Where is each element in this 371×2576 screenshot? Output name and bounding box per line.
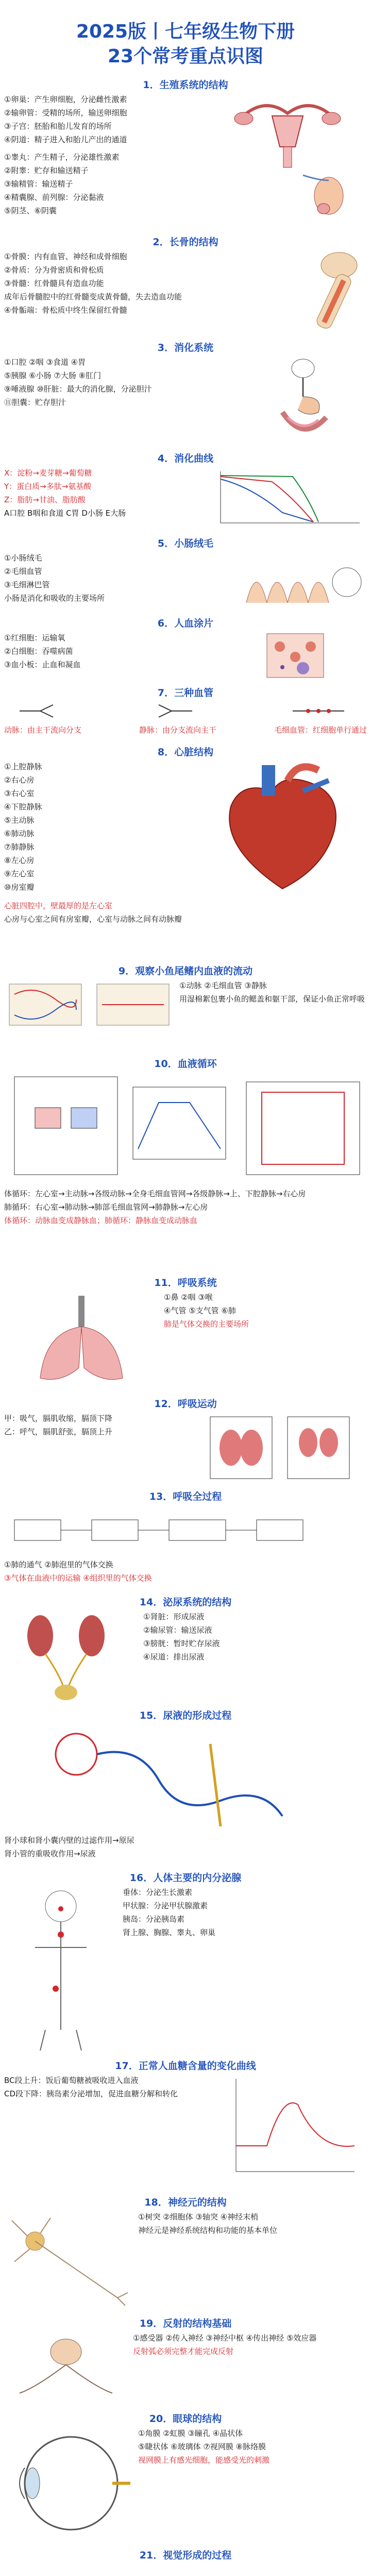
list-item: 肺循环：右心室→肺动脉→肺部毛细血管网→肺静脉→左心房 (4, 1202, 208, 1212)
list-item: ②毛细血管 (4, 567, 42, 576)
long-bone-figure (262, 250, 365, 335)
section-breathing-movement (4, 1396, 367, 1486)
section-vessels (4, 685, 367, 742)
list-item: 肾小管的重吸收作用→尿液 (4, 1849, 96, 1858)
list-item: 乙：呼气，膈肌舒张，膈顶上升 (4, 1427, 113, 1436)
list-item: ⑤胰腺 ⑥小肠 ⑦大肠 ⑧肛门 (4, 371, 102, 380)
label: 毛细血管：红细胞单行通过 (274, 725, 367, 735)
breathing-list (4, 1412, 200, 1438)
bone-list (4, 250, 262, 317)
breathing-figure (200, 1412, 360, 1484)
section-title: 6．人血涂片 (157, 618, 214, 629)
list-item: ④阴道：精子进入和胎儿产出的通道 (4, 135, 127, 144)
section-title: 2．长骨的结构 (153, 236, 218, 248)
section-title: 16．人体主要的内分泌腺 (129, 1872, 242, 1884)
list-item: ③气体在血液中的运输 ④组织里的气体交换 (4, 1573, 152, 1583)
list-item: 甲状腺：分泌甲状腺激素 (123, 1901, 208, 1910)
section-title: 11．呼吸系统 (154, 1277, 217, 1289)
list-item: ③子宫：胚胎和胎儿发育的场所 (4, 122, 112, 131)
list-item: ②输卵管：受精的场所，输送卵细胞 (4, 108, 127, 117)
section-title: 15．尿液的形成过程 (139, 1710, 232, 1721)
list-item: 肺是气体交换的主要场所 (164, 1319, 249, 1329)
respiratory-list (159, 1291, 360, 1331)
section-respiratory (4, 1275, 367, 1394)
eye-figure (4, 2427, 133, 2540)
section-villi (4, 536, 367, 613)
section-vision (4, 2548, 367, 2576)
list-item: ③右心室 (4, 789, 35, 798)
list-item: ①动脉 ②毛细血管 ③静脉 (179, 981, 267, 990)
urinary-list (138, 1610, 360, 1664)
list-item: ②输尿管：输送尿液 (143, 1625, 212, 1635)
vessels-figure (4, 701, 367, 721)
vessel-labels (4, 723, 367, 737)
list-item: ④气管 ⑤支气管 ⑥肺 (164, 1306, 236, 1315)
blood-list (4, 631, 236, 671)
list-item: ①骨膜：内有血管、神经和成骨细胞 (4, 252, 127, 261)
list-item: 小肠是消化和吸收的主要场所 (4, 594, 105, 603)
list-item: ①卵巢：产生卵细胞，分泌雌性激素 (4, 95, 127, 104)
digestive-list (4, 355, 236, 409)
digestive-figure (236, 355, 365, 446)
list-item: ⑧左心房 (4, 856, 35, 865)
list-item: ④下腔静脉 (4, 802, 42, 811)
fish-tail-figure (4, 979, 174, 1030)
list-item: ⑤主动脉 (4, 816, 35, 825)
heart-list (4, 760, 200, 894)
villi-list (4, 551, 236, 605)
list-item: ①上腔静脉 (4, 762, 42, 771)
list-item: 用湿棉絮包裹小鱼的鳃盖和躯干部，保证小鱼正常呼吸 (179, 994, 365, 1004)
digestion-curve-figure (210, 466, 365, 531)
section-title: 20．眼球的结构 (149, 2413, 222, 2425)
list-item: ⑥肺动脉 (4, 829, 35, 838)
page-title: 2025版丨七年级生物下册 (76, 21, 295, 42)
section-eye (4, 2411, 367, 2545)
curve-list (4, 466, 210, 520)
section-heart (4, 744, 367, 961)
list-item: ④精囊腺、前列腺：分泌黏液 (4, 193, 104, 202)
section-urinary (4, 1595, 367, 1705)
list-item: 胰岛：分泌胰岛素 (123, 1914, 185, 1924)
list-item: ⑨左心室 (4, 869, 35, 878)
section-digestion-curve (4, 451, 367, 533)
section-breathing-process (4, 1489, 367, 1592)
list-item: ③骨髓：红骨髓具有造血功能 (4, 279, 104, 288)
page-subtitle: 23个常考重点识图 (107, 46, 264, 67)
list-item: ①树突 ②细胞体 ③轴突 ④神经末梢 (138, 2212, 259, 2222)
section-digestive (4, 340, 367, 448)
list-item: 反射弧必须完整才能完成反射 (133, 2347, 234, 2356)
list-item: ③输精管：输送精子 (4, 179, 73, 189)
respiratory-figure (4, 1291, 159, 1388)
urinary-figure (4, 1610, 138, 1703)
endocrine-figure (4, 1886, 117, 2050)
section-title: 9．观察小鱼尾鳍内血液的流动 (118, 965, 253, 977)
section-title: 7．三种血管 (157, 687, 214, 699)
list-item: ⑤阴茎、⑥阴囊 (4, 206, 57, 215)
list-item: ①口腔 ②咽 ③食道 ④胃 (4, 358, 86, 367)
section-title: 1．生殖系统的结构 (143, 79, 228, 91)
list-item: ①鼻 ②咽 ③喉 (164, 1293, 213, 1302)
section-title: 19．反射的结构基础 (139, 2318, 232, 2329)
section-reflex-arc (4, 2316, 367, 2409)
villi-figure (236, 551, 365, 611)
list-item: ①小肠绒毛 (4, 553, 42, 563)
list-item: ⑪胆囊：贮存胆汁 (4, 398, 66, 407)
list-item: 体循环：左心室→主动脉→各级动脉→全身毛细血管网→各级静脉→上、下腔静脉→右心房 (4, 1189, 306, 1198)
list-item: ①睾丸：产生精子，分泌雄性激素 (4, 152, 120, 162)
label: 动脉：由主干流向分支 (4, 725, 82, 735)
section-title: 13．呼吸全过程 (149, 1491, 222, 1502)
section-title: 10．血液循环 (154, 1058, 217, 1070)
blood-sugar-figure (226, 2074, 360, 2182)
section-title: 21．视觉形成的过程 (139, 2550, 232, 2561)
section-fish-tail (4, 963, 367, 1054)
list-item: ①肺的通气 ②肺泡里的气体交换 (4, 1560, 113, 1569)
nephron-figure (4, 1723, 367, 1832)
list-item: 垂体：分泌生长激素 (123, 1888, 193, 1897)
endocrine-list (117, 1886, 360, 1939)
list-item: ③毛细淋巴管 (4, 580, 50, 589)
reproductive-figure (226, 93, 365, 227)
list-item: 甲：吸气，膈肌收缩，膈顶下降 (4, 1414, 113, 1423)
list-item: ③膀胱：暂时贮存尿液 (143, 1639, 220, 1648)
section-neuron (4, 2195, 367, 2313)
urine-formation-list (4, 1834, 367, 1860)
section-circulation (4, 1056, 367, 1273)
list-item: Y：蛋白质→多肽→氨基酸 (4, 482, 92, 491)
list-item: ⑤睫状体 ⑥玻璃体 ⑦视网膜 ⑧脉络膜 (138, 2442, 266, 2451)
list-item: ②附睾：贮存和输送精子 (4, 166, 89, 175)
list-item: ⑩房室瓣 (4, 883, 35, 892)
section-title: 17．正常人血糖含量的变化曲线 (115, 2060, 256, 2072)
heart-figure (200, 760, 365, 899)
list-item: ①肾脏：形成尿液 (143, 1612, 205, 1621)
list-item: 肾小球和肾小囊内壁的过滤作用→原尿 (4, 1836, 134, 1845)
list-item: X：淀粉→麦芽糖→葡萄糖 (4, 468, 92, 478)
reflex-arc-figure (4, 2331, 128, 2403)
list-item: 神经元是神经系统结构和功能的基本单位 (138, 2226, 278, 2235)
section-title: 5．小肠绒毛 (157, 538, 214, 549)
heart-notes (4, 899, 367, 926)
list-item: 肾上腺、胸腺、睾丸、卵巢 (123, 1928, 216, 1937)
list-item: ②右心房 (4, 775, 35, 785)
female-list (4, 93, 226, 217)
section-long-bone (4, 234, 367, 337)
section-urine-formation (4, 1708, 367, 1868)
list-item: Z：脂肪→甘油、脂肪酸 (4, 495, 86, 504)
section-title: 4．消化曲线 (157, 453, 214, 464)
list-item: A口腔 B咽和食道 C胃 D小肠 E大肠 (4, 509, 126, 518)
list-item: CD段下降：胰岛素分泌增加，促进血糖分解和转化 (4, 2089, 178, 2098)
section-blood-smear (4, 616, 367, 683)
note: 心房与心室之间有房室瓣，心室与动脉之间有动脉瓣 (4, 914, 182, 924)
list-item: ④尿道：排出尿液 (143, 1652, 205, 1662)
header (4, 0, 367, 77)
section-title: 12．呼吸运动 (154, 1398, 217, 1410)
circulation-list (4, 1187, 367, 1227)
list-item: ③血小板：止血和凝血 (4, 660, 81, 669)
section-reproductive (4, 77, 367, 232)
neuron-figure (4, 2210, 133, 2308)
list-item: ①角膜 ②虹膜 ③瞳孔 ④晶状体 (138, 2429, 243, 2438)
section-title: 3．消化系统 (157, 342, 214, 353)
list-item: 视网膜上有感光细胞，能感受光的刺激 (138, 2455, 270, 2465)
list-item: ⑨唾液腺 ⑩肝脏：最大的消化腺，分泌胆汁 (4, 384, 152, 394)
list-item: ⑦肺静脉 (4, 842, 35, 852)
section-title: 8．心脏结构 (157, 747, 214, 758)
label: 静脉：由分支流向主干 (139, 725, 216, 735)
list-item: ④骨骺端：骨松质中终生保留红骨髓 (4, 306, 127, 315)
section-endocrine (4, 1870, 367, 2056)
fish-tail-list (174, 979, 365, 1006)
section-title: 14．泌尿系统的结构 (139, 1597, 232, 1608)
section-blood-sugar (4, 2058, 367, 2192)
breathing-process-figure (4, 1504, 367, 1556)
neuron-list (133, 2210, 360, 2237)
list-item: ①红细胞：运输氧 (4, 633, 65, 642)
note: 心脏四腔中，壁最厚的是左心室 (4, 901, 113, 910)
list-item: 体循环：动脉血变成静脉血；肺循环：静脉血变成动脉血 (4, 1216, 198, 1225)
list-item: ②骨质：分为骨密质和骨松质 (4, 265, 104, 275)
section-title: 18．神经元的结构 (144, 2197, 227, 2208)
reflex-arc-list (128, 2331, 365, 2358)
list-item: BC段上升：饭后葡萄糖被吸收进入血液 (4, 2076, 139, 2085)
eye-list (133, 2427, 365, 2467)
blood-smear-figure (236, 631, 365, 680)
list-item: ②白细胞：吞噬病菌 (4, 647, 73, 656)
list-item: ①感受器 ②传入神经 ③神经中枢 ④传出神经 ⑤效应器 (133, 2333, 317, 2343)
breathing-process-list (4, 1558, 367, 1585)
circulation-figure (4, 1072, 367, 1185)
vision-figure (4, 2563, 367, 2576)
list-item: 成年后骨髓腔中的红骨髓变成黄骨髓，失去造血功能 (4, 292, 182, 301)
blood-sugar-list (4, 2074, 226, 2100)
